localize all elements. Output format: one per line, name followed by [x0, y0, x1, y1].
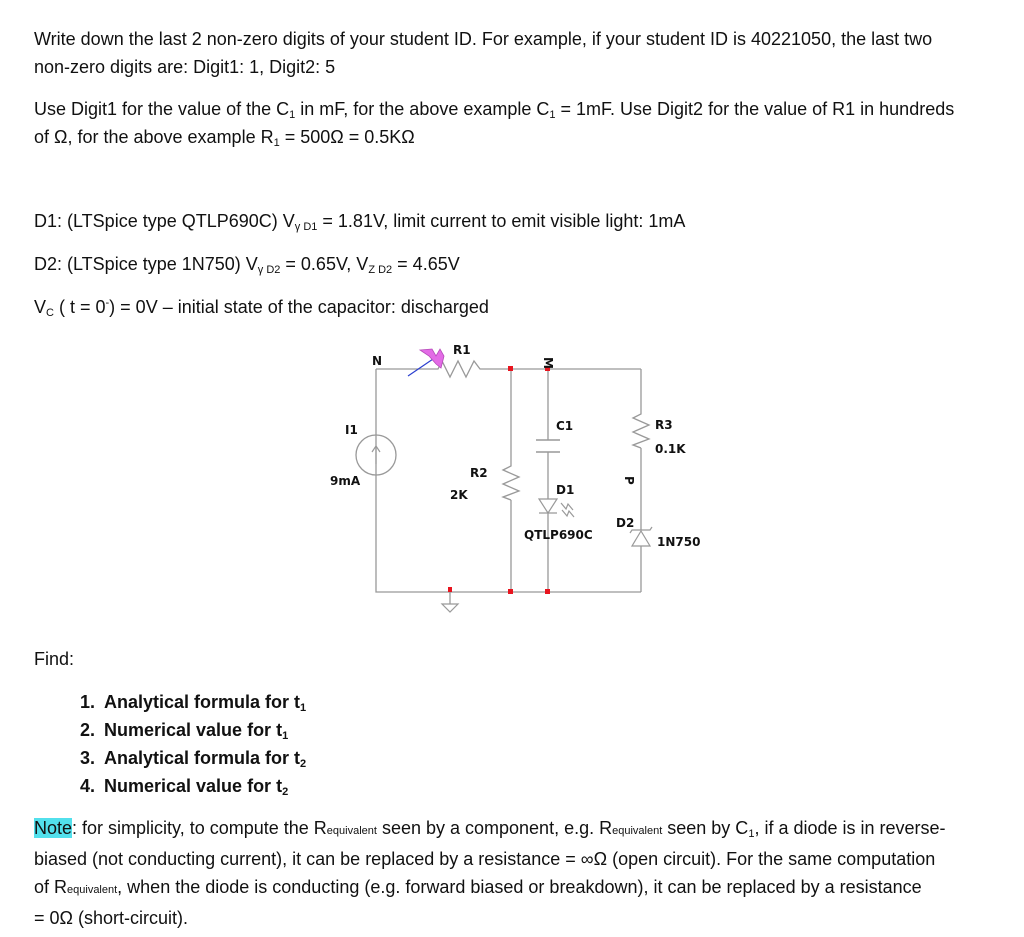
r2-resistor — [503, 464, 519, 500]
usage-line-2: of Ω, for the above example $R_1 = 500\Omega = 0.5K\Omega$ — [34, 127, 415, 149]
note-highlight: Note — [34, 818, 73, 838]
node-dot-bottom-d1 — [545, 589, 550, 594]
r3-label: R3 — [655, 418, 673, 432]
node-dot-ground — [448, 587, 452, 592]
i1-arrow-icon — [372, 446, 380, 464]
note-line-4: = 0Ω (short-circuit). — [34, 908, 188, 928]
find-item-2: 2. Numerical value for $t_1$ — [100, 716, 306, 744]
d1-label: D1 — [556, 483, 575, 497]
r3-value: 0.1K — [655, 442, 686, 456]
note-line-2: biased (not conducting current), it can be replaced by a resistance = ∞Ω (open circuit). For the same computation — [34, 849, 936, 869]
node-p-label: P — [622, 476, 636, 485]
note-line-1: Note: for simplicity, to compute the Requivalent seen by a component, e.g. Requivalent seen by $C_1$, if a diode is in reverse- — [34, 818, 946, 840]
find-item-4: 4. Numerical value for $t_2$ — [100, 772, 306, 800]
find-item-3: 3. Analytical formula for $t_2$ — [100, 744, 306, 772]
d2-model: 1N750 — [657, 535, 701, 549]
d2-label: D2 — [616, 516, 635, 530]
node-dot-bottom-mid — [508, 589, 513, 594]
intro-line-1: Write down the last 2 non-zero digits of your student ID. For example, if your student ID is 40221050, the last two — [34, 29, 933, 49]
i1-label: I1 — [345, 423, 358, 437]
find-label: Find: — [34, 649, 75, 669]
d1-parameters: D1: (LTSpice type QTLP690C) $V_{\gamma D1} = 1.81V$, limit current to emit visible light: 1mA — [34, 211, 686, 233]
r2-label: R2 — [470, 466, 488, 480]
find-item-1: 1. Analytical formula for $t_1$ — [100, 688, 306, 716]
find-list — [64, 688, 306, 800]
probe-cursor-icon — [408, 349, 444, 376]
r2-value: 2K — [450, 488, 468, 502]
note-line-3: of Requivalent, when the diode is conducting (e.g. forward biased or breakdown), it can be replaced by a resistance — [34, 877, 922, 897]
i1-value: 9mA — [330, 474, 361, 488]
intro-line-2: non-zero digits are: Digit1: 1, Digit2: 5 — [34, 57, 336, 77]
note-paragraph — [34, 814, 946, 932]
d1-model: QTLP690C — [524, 528, 593, 542]
usage-line-1: Use Digit1 for the value of the $C_1$ in mF, for the above example $C_1 = 1mF$. Use Digit2 for the value of R1 in hundreds — [34, 99, 955, 121]
node-n-label: N — [372, 354, 383, 368]
node-m-label: M — [541, 357, 555, 369]
ground-icon — [442, 604, 458, 612]
c1-capacitor — [536, 440, 560, 452]
r3-resistor — [633, 412, 649, 448]
vc-initial-state: $V_C$ ( t = 0-) = 0V – initial state of the capacitor: discharged — [34, 297, 489, 319]
r1-label: R1 — [453, 343, 471, 357]
d1-led — [539, 499, 574, 517]
d2-parameters: D2: (LTSpice type 1N750) $V_{\gamma D2} = 0.65V$, $V_{Z D2} = 4.65V$ — [34, 254, 460, 276]
wire-left — [376, 369, 641, 592]
c1-label: C1 — [556, 419, 574, 433]
node-dot-top-mid — [508, 366, 513, 371]
